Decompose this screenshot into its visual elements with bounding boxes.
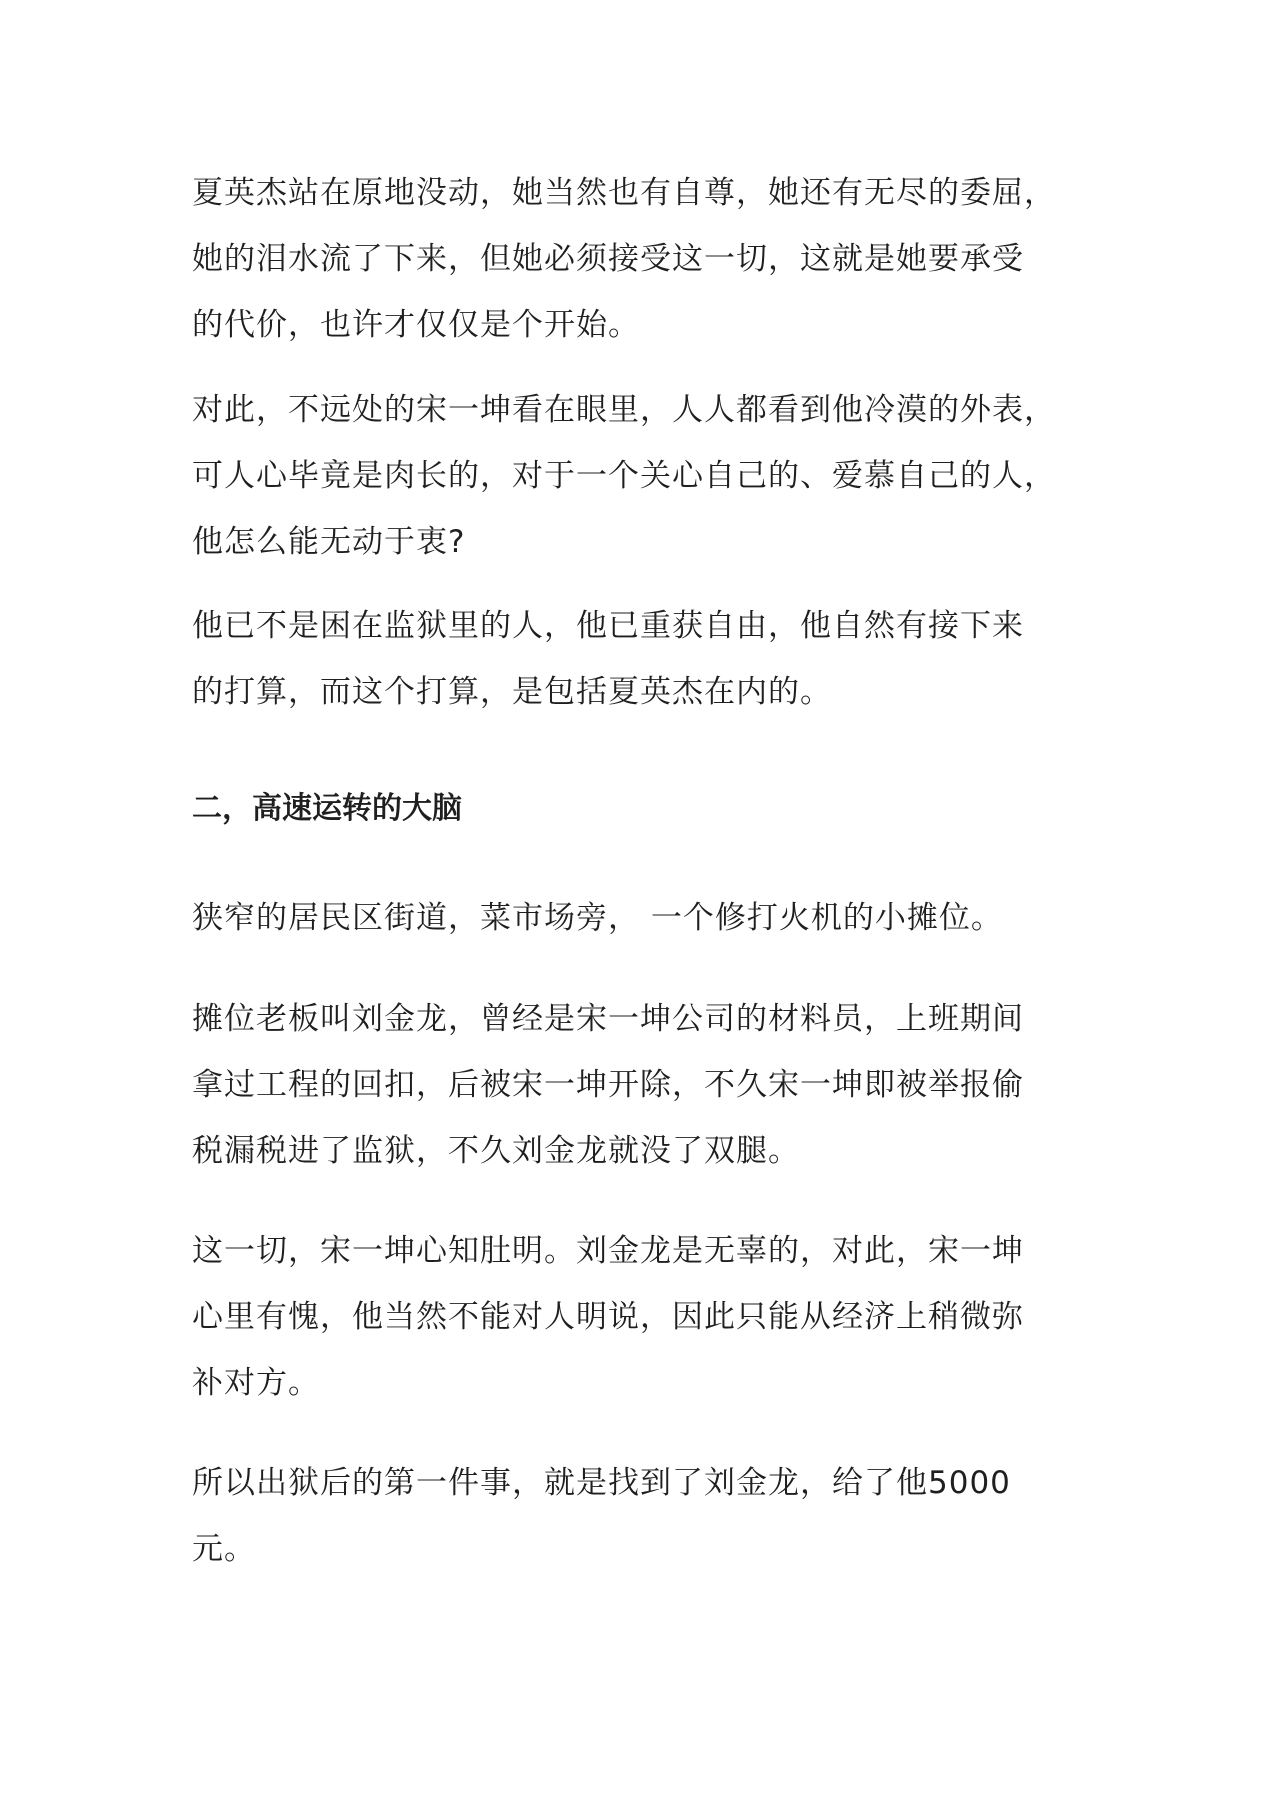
paragraph-6 xyxy=(192,1218,1092,1416)
paragraph-5 xyxy=(192,986,1092,1184)
paragraph-line: 狭窄的居民区街道，菜市场旁， 一个修打火机的小摊位。 xyxy=(192,900,1003,936)
paragraph-2 xyxy=(192,377,1092,575)
paragraph-line: 的代价，也许才仅仅是个开始。 xyxy=(192,307,640,343)
paragraph-1 xyxy=(192,160,1092,358)
paragraph-line: 夏英杰站在原地没动，她当然也有自尊，她还有无尽的委屈， xyxy=(192,175,1056,211)
paragraph-line: 可人心毕竟是肉长的，对于一个关心自己的、爱慕自己的人， xyxy=(192,458,1056,494)
paragraph-line: 他怎么能无动于衷? xyxy=(192,524,466,560)
paragraph-line: 拿过工程的回扣，后被宋一坤开除，不久宋一坤即被举报偷 xyxy=(192,1067,1024,1103)
paragraph-line: 的打算，而这个打算，是包括夏英杰在内的。 xyxy=(192,674,832,710)
paragraph-line: 元。 xyxy=(192,1531,256,1567)
paragraph-line: 摊位老板叫刘金龙，曾经是宋一坤公司的材料员，上班期间 xyxy=(192,1001,1024,1037)
paragraph-7 xyxy=(192,1450,1092,1582)
paragraph-line: 心里有愧，他当然不能对人明说，因此只能从经济上稍微弥 xyxy=(192,1299,1024,1335)
paragraph-line: 这一切，宋一坤心知肚明。刘金龙是无辜的，对此，宋一坤 xyxy=(192,1233,1024,1269)
paragraph-line: 对此，不远处的宋一坤看在眼里，人人都看到他冷漠的外表， xyxy=(192,392,1056,428)
paragraph-line: 他已不是困在监狱里的人，他已重获自由，他自然有接下来 xyxy=(192,608,1024,644)
paragraph-4 xyxy=(192,885,1092,951)
paragraph-3 xyxy=(192,593,1092,725)
paragraph-line: 所以出狱后的第一件事，就是找到了刘金龙，给了他5000 xyxy=(192,1465,1011,1501)
section-heading: 二，高速运转的大脑 xyxy=(192,791,462,826)
paragraph-line: 补对方。 xyxy=(192,1365,320,1401)
paragraph-line: 税漏税进了监狱，不久刘金龙就没了双腿。 xyxy=(192,1133,800,1169)
paragraph-line: 她的泪水流了下来，但她必须接受这一切，这就是她要承受 xyxy=(192,241,1024,277)
